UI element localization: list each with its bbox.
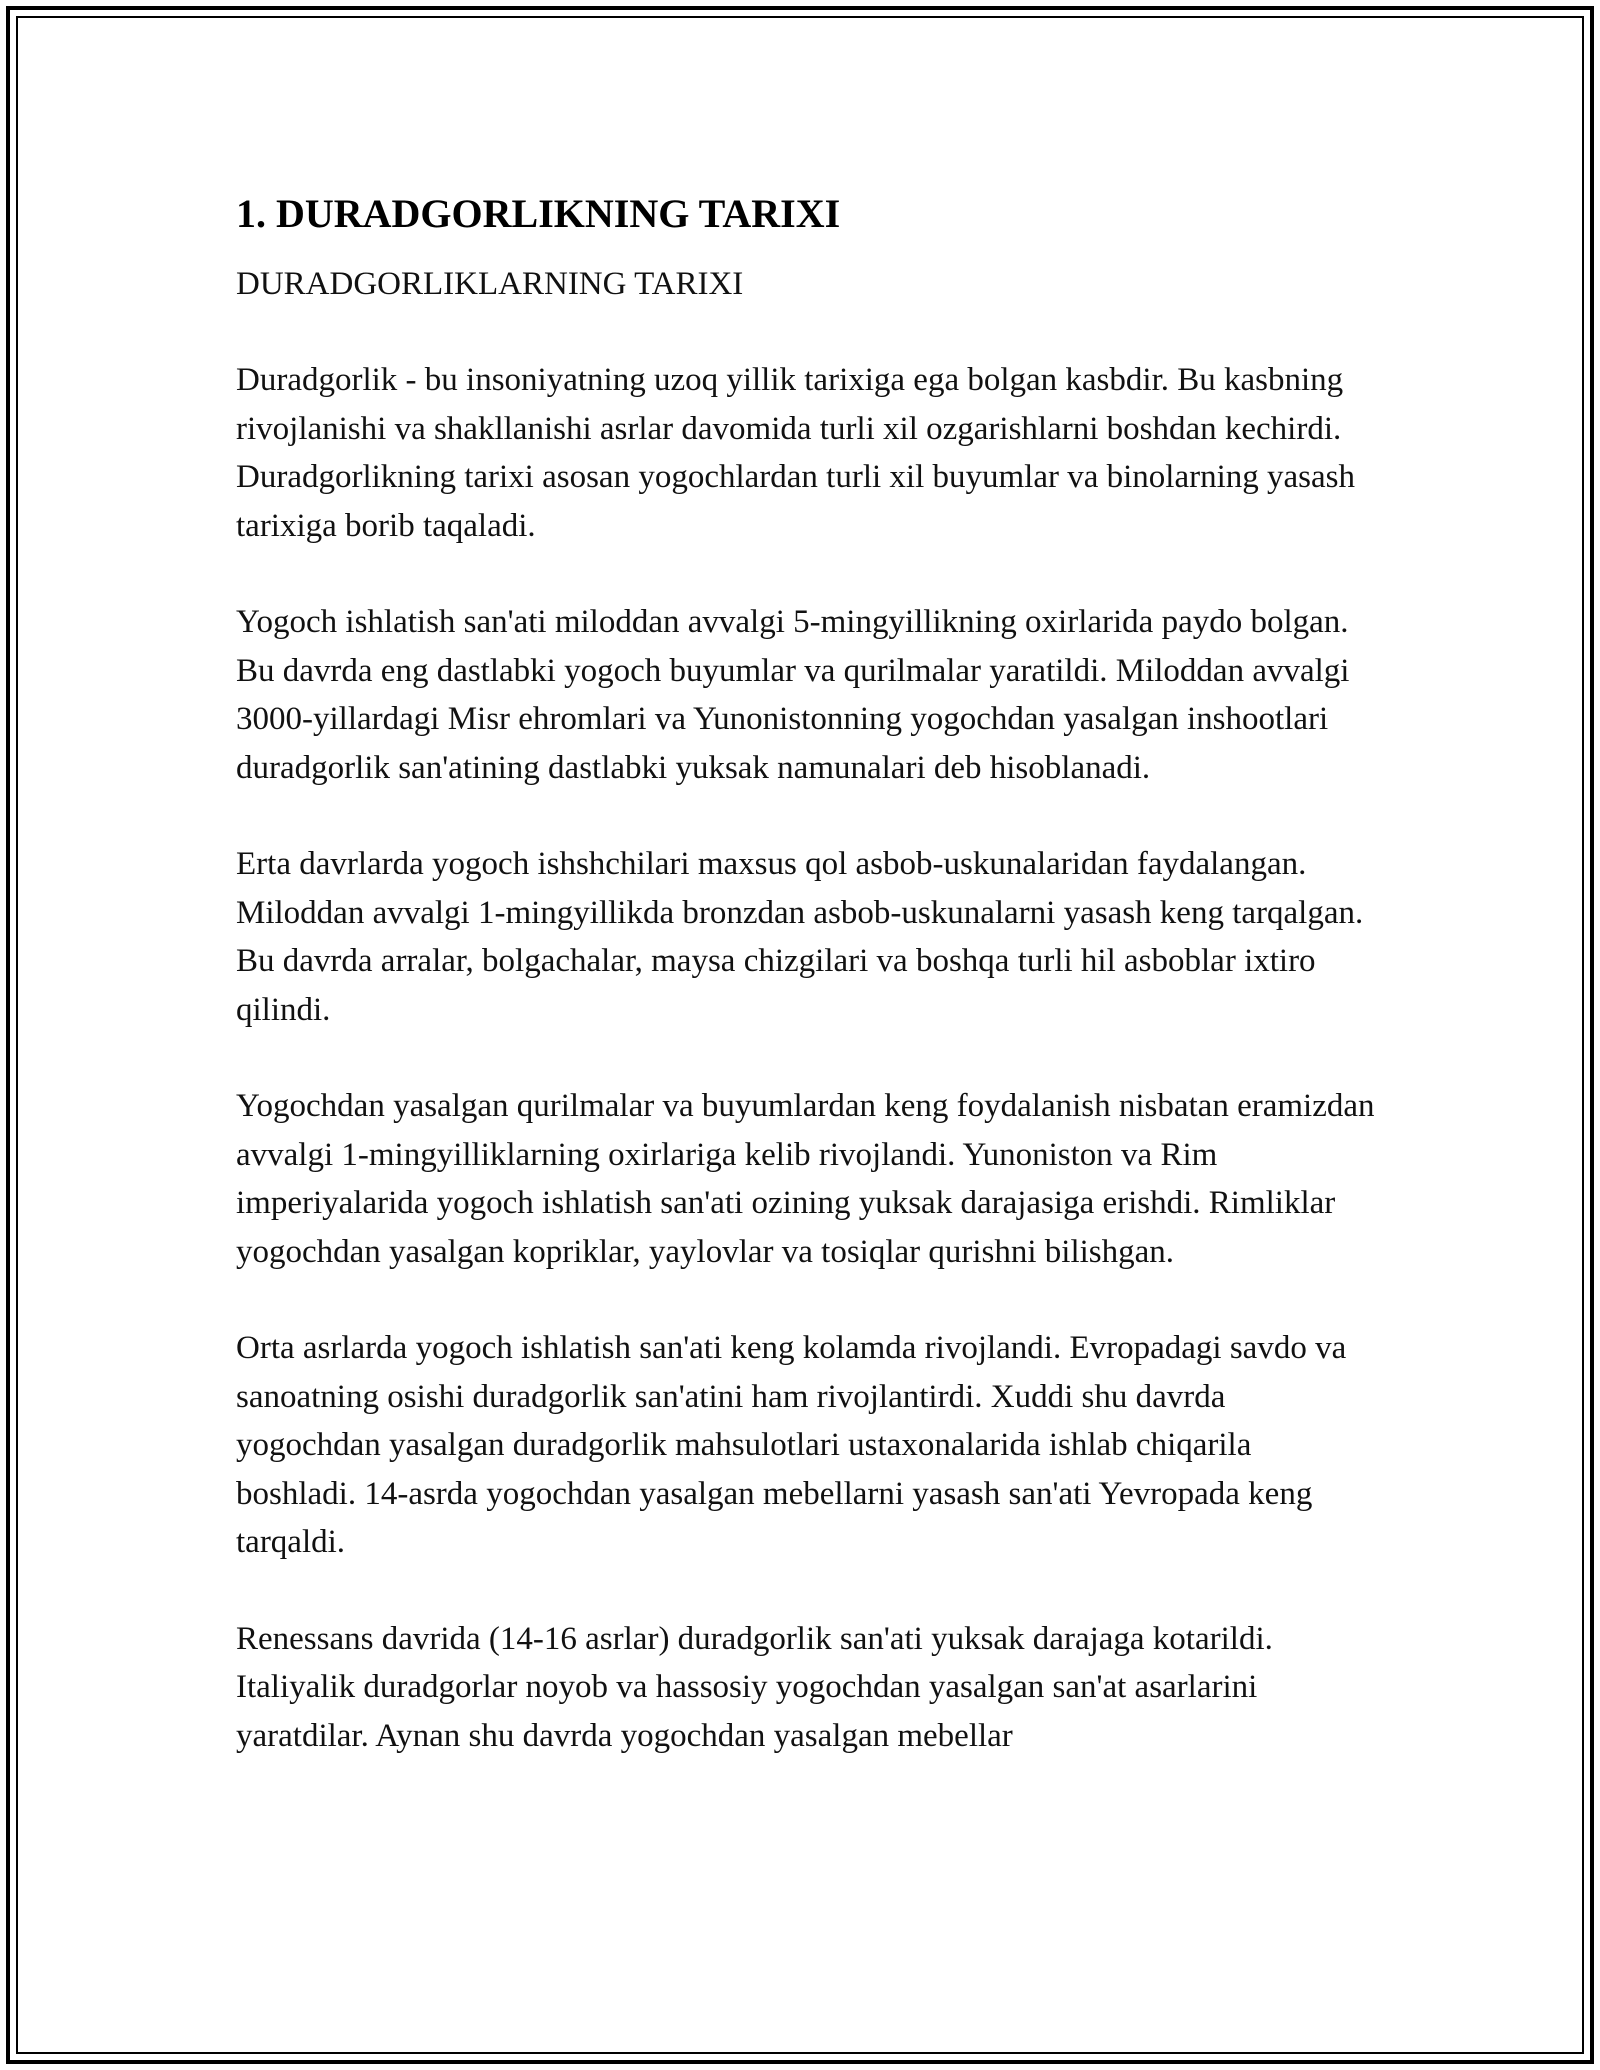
paragraph-2: Yogoch ishlatish san'ati miloddan avvalgi 5-mingyillikning oxirlarida paydo bolgan. Bu davrda eng dastlabki yogoch buyumlar va qurilmalar yaratildi. Miloddan avvalgi 3000-yillardagi Misr ehromlari va Yunonistonning yogochdan yasalgan inshootlari duradgorlik san'atining dastlabki yuksak namunalari deb hisoblanadi. <box>236 604 1350 786</box>
paragraph-5: Orta asrlarda yogoch ishlatish san'ati keng kolamda rivojlandi. Evropadagi savdo va sanoatning osishi duradgorlik san'atini ham rivojlantirdi. Xuddi shu davrda yogochdan yasalgan duradgorlik mahsulotlari ustaxonalarida ishlab chiqarila boshladi. 14-asrda yogochdan yasalgan mebellarni yasash san'ati Yevropada keng tarqaldi. <box>236 1330 1347 1560</box>
document-subtitle: DURADGORLIKLARNING TARIXI <box>236 266 744 302</box>
document-title: 1. DURADGORLIKNING TARIXI <box>236 191 841 236</box>
paragraph-6: Renessans davrida (14-16 asrlar) duradgorlik san'ati yuksak darajaga kotarildi. Italiyalik duradgorlar noyob va hassosiy yogochdan yasalgan san'at asarlarini yaratdilar. Aynan shu davrda yogochdan yasalgan mebellar <box>236 1620 1273 1754</box>
document-body <box>236 186 1376 1808</box>
paragraph-3: Erta davrlarda yogoch ishshchilari maxsus qol asbob-uskunalaridan faydalangan. Miloddan avvalgi 1-mingyillikda bronzdan asbob-uskunalarni yasash keng tarqalgan. Bu davrda arralar, bolgachalar, maysa chizgilari va boshqa turli hil asboblar ixtiro qilindi. <box>236 846 1364 1028</box>
paragraph-1: Duradgorlik - bu insoniyatning uzoq yillik tarixiga ega bolgan kasbdir. Bu kasbning rivojlanishi va shakllanishi asrlar davomida turli xil ozgarishlarni boshdan kechirdi. Duradgorlikning tarixi asosan yogochlardan turli xil buyumlar va binolarning yasash tarixiga borib taqaladi. <box>236 362 1356 544</box>
paragraph-4: Yogochdan yasalgan qurilmalar va buyumlardan keng foydalanish nisbatan eramizdan avvalgi 1-mingyilliklarning oxirlariga kelib rivojlandi. Yunoniston va Rim imperiyalarida yogoch ishlatish san'ati ozining yuksak darajasiga erishdi. Rimliklar yogochdan yasalgan kopriklar, yaylovlar va tosiqlar qurishni bilishgan. <box>236 1088 1375 1270</box>
